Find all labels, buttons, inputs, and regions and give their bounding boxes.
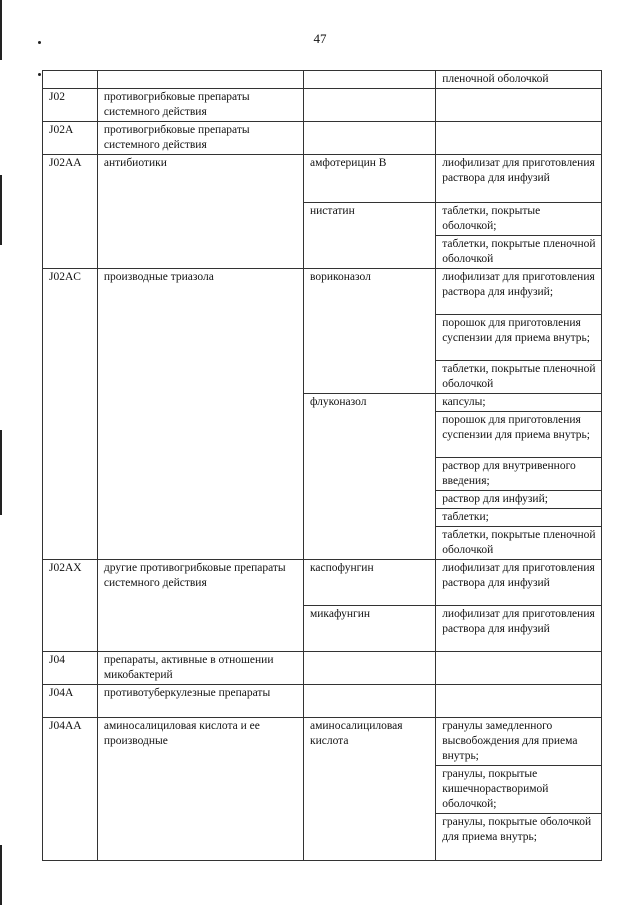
dosage-form-cell <box>436 89 602 122</box>
atc-code-cell <box>43 71 98 89</box>
table-row <box>43 122 602 155</box>
drug-name-cell: нистатин <box>304 203 436 269</box>
table-row <box>43 155 602 203</box>
drug-name-cell <box>304 122 436 155</box>
dosage-form-cell: гранулы замедленного высвобождения для приема внутрь; <box>436 718 602 766</box>
table-row <box>43 685 602 718</box>
dosage-form-cell: лиофилизат для приготовления раствора для инфузий <box>436 560 602 606</box>
scan-artifact-line <box>0 175 2 245</box>
scan-artifact-dot <box>38 73 41 76</box>
table-row <box>43 560 602 606</box>
atc-code-cell: J02 <box>43 89 98 122</box>
drug-name-cell <box>304 89 436 122</box>
drug-name-cell <box>304 652 436 685</box>
table-row <box>43 269 602 315</box>
dosage-form-cell: гранулы, покрытые оболочкой для приема внутрь; <box>436 814 602 861</box>
drug-name-cell: флуконазол <box>304 394 436 560</box>
atc-code-cell: J02A <box>43 122 98 155</box>
drug-name-cell: амфотерицин В <box>304 155 436 203</box>
dosage-form-cell: раствор для внутривенного введения; <box>436 458 602 491</box>
table-row <box>43 71 602 89</box>
scan-artifact-dot <box>38 41 41 44</box>
drug-name-cell: каспофунгин <box>304 560 436 606</box>
dosage-form-cell: таблетки, покрытые пленочной оболочкой <box>436 361 602 394</box>
dosage-form-cell: таблетки, покрытые пленочной оболочкой <box>436 236 602 269</box>
dosage-form-cell <box>436 652 602 685</box>
dosage-form-cell: раствор для инфузий; <box>436 491 602 509</box>
dosage-form-cell: капсулы; <box>436 394 602 412</box>
dosage-form-cell <box>436 122 602 155</box>
dosage-form-cell: гранулы, покрытые кишечнорастворимой оболочкой; <box>436 766 602 814</box>
dosage-form-cell: лиофилизат для приготовления раствора для инфузий <box>436 606 602 652</box>
drug-name-cell <box>304 685 436 718</box>
atc-code-cell: J04AA <box>43 718 98 861</box>
scan-artifact-line <box>0 0 2 60</box>
group-name-cell: аминосалициловая кислота и ее производные <box>97 718 303 861</box>
drug-name-cell: вориконазол <box>304 269 436 394</box>
scan-artifact-line <box>0 845 2 905</box>
group-name-cell: противогрибковые препараты системного действия <box>97 122 303 155</box>
dosage-form-cell <box>436 685 602 718</box>
group-name-cell: другие противогрибковые препараты системного действия <box>97 560 303 652</box>
group-name-cell: производные триазола <box>97 269 303 560</box>
scan-artifact-line <box>0 430 2 515</box>
atc-code-cell: J04A <box>43 685 98 718</box>
group-name-cell: антибиотики <box>97 155 303 269</box>
dosage-form-cell: порошок для приготовления суспензии для приема внутрь; <box>436 412 602 458</box>
page-number: 47 <box>313 31 327 46</box>
dosage-form-cell: таблетки, покрытые пленочной оболочкой <box>436 527 602 560</box>
medicines-table <box>42 70 602 861</box>
atc-code-cell: J02AX <box>43 560 98 652</box>
table-row <box>43 652 602 685</box>
dosage-form-cell: таблетки, покрытые оболочкой; <box>436 203 602 236</box>
dosage-form-cell: порошок для приготовления суспензии для приема внутрь; <box>436 315 602 361</box>
table-row <box>43 718 602 766</box>
drug-name-cell: микафунгин <box>304 606 436 652</box>
group-name-cell <box>97 71 303 89</box>
dosage-form-cell: лиофилизат для приготовления раствора для инфузий <box>436 155 602 203</box>
atc-code-cell: J04 <box>43 652 98 685</box>
drug-name-cell: аминосалициловая кислота <box>304 718 436 861</box>
group-name-cell: противогрибковые препараты системного действия <box>97 89 303 122</box>
atc-code-cell: J02AA <box>43 155 98 269</box>
group-name-cell: противотуберкулезные препараты <box>97 685 303 718</box>
dosage-form-cell: лиофилизат для приготовления раствора для инфузий; <box>436 269 602 315</box>
drug-name-cell <box>304 71 436 89</box>
dosage-form-cell: таблетки; <box>436 509 602 527</box>
table-row <box>43 89 602 122</box>
group-name-cell: препараты, активные в отношении микобактерий <box>97 652 303 685</box>
dosage-form-cell: пленочной оболочкой <box>436 71 602 89</box>
atc-code-cell: J02AC <box>43 269 98 560</box>
